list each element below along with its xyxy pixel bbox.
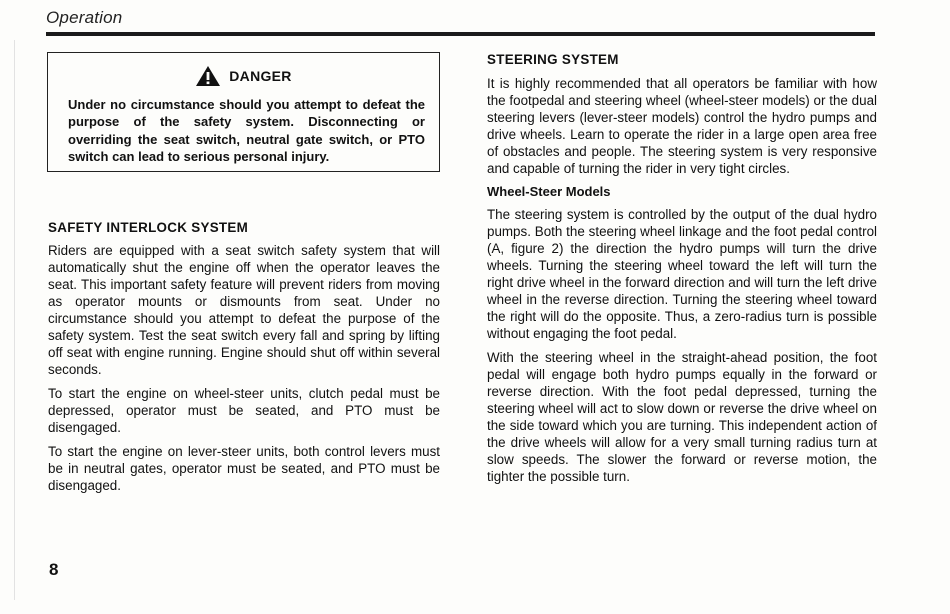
safety-interlock-paragraph: To start the engine on lever-steer units, both control levers must be in neutral gates, operator must be seated, and PTO must be disengaged. (48, 444, 440, 493)
steering-system-heading: STEERING SYSTEM (487, 52, 619, 67)
danger-text: Under no circumstance should you attempt to defeat the purpose of the safety system. Disconnecting or overriding the seat switch, neutral gate switch, or PTO switch can lead to serious personal injury. (68, 97, 425, 164)
page-number: 8 (49, 560, 59, 579)
danger-callout (47, 52, 440, 172)
danger-label: DANGER (229, 68, 292, 84)
wheel-steer-paragraph: With the steering wheel in the straight-ahead position, the foot pedal will engage both hydro pumps equally in the forward or reverse direction. With the foot pedal depressed, turning the steering wheel will act to slow down or reverse the drive wheel on the side toward which you are turning. This independent action of the drive wheels will allow for a very small turning radius turn at slow speeds. The slower the forward or reverse motion, the tighter the possible turn. (487, 350, 877, 484)
page-section-title: Operation (46, 8, 123, 27)
safety-interlock-paragraph: Riders are equipped with a seat switch safety system that will automatically shut the engine off when the operator leaves the seat. This important safety feature will prevent riders from moving as operator mounts or dismounts from seat. Under no circumstance should you attempt to defeat the purpose of the safety system. Test the seat switch every fall and spring by lifting off seat with engine running. Engine should shut off within several seconds. (48, 243, 440, 377)
safety-interlock-section (48, 219, 440, 494)
steering-intro-paragraph: It is highly recommended that all operators be familiar with how the footpedal and steering wheel (wheel-steer models) or the dual steering levers (lever-steer models) control the hydro pumps and drive wheels. Learn to operate the rider in a large open area free of obstacles and people. The steering system is very responsive and capable of turning the rider in very tight circles. (487, 76, 877, 176)
steering-system-section (487, 51, 877, 485)
safety-interlock-paragraph: To start the engine on wheel-steer units, clutch pedal must be depressed, operator must be seated, and PTO must be disengaged. (48, 386, 440, 435)
warning-triangle-icon (195, 65, 221, 87)
safety-interlock-heading: SAFETY INTERLOCK SYSTEM (48, 220, 249, 235)
header-rule (46, 32, 875, 36)
left-edge-rule (14, 40, 15, 600)
wheel-steer-paragraph: The steering system is controlled by the output of the dual hydro pumps. Both the steering wheel linkage and the foot pedal control (A, figure 2) the direction the hydro pumps will turn the drive wheels. Turning the steering wheel toward the left will turn the right drive wheel in the forward direction and will turn the left drive wheel in the reverse direction. Turning the steering wheel toward the right will do the opposite. Thus, a zero-radius turn is possible without engaging the foot pedal. (487, 207, 877, 341)
danger-heading (48, 65, 439, 87)
wheel-steer-subheading: Wheel-Steer Models (487, 184, 611, 199)
